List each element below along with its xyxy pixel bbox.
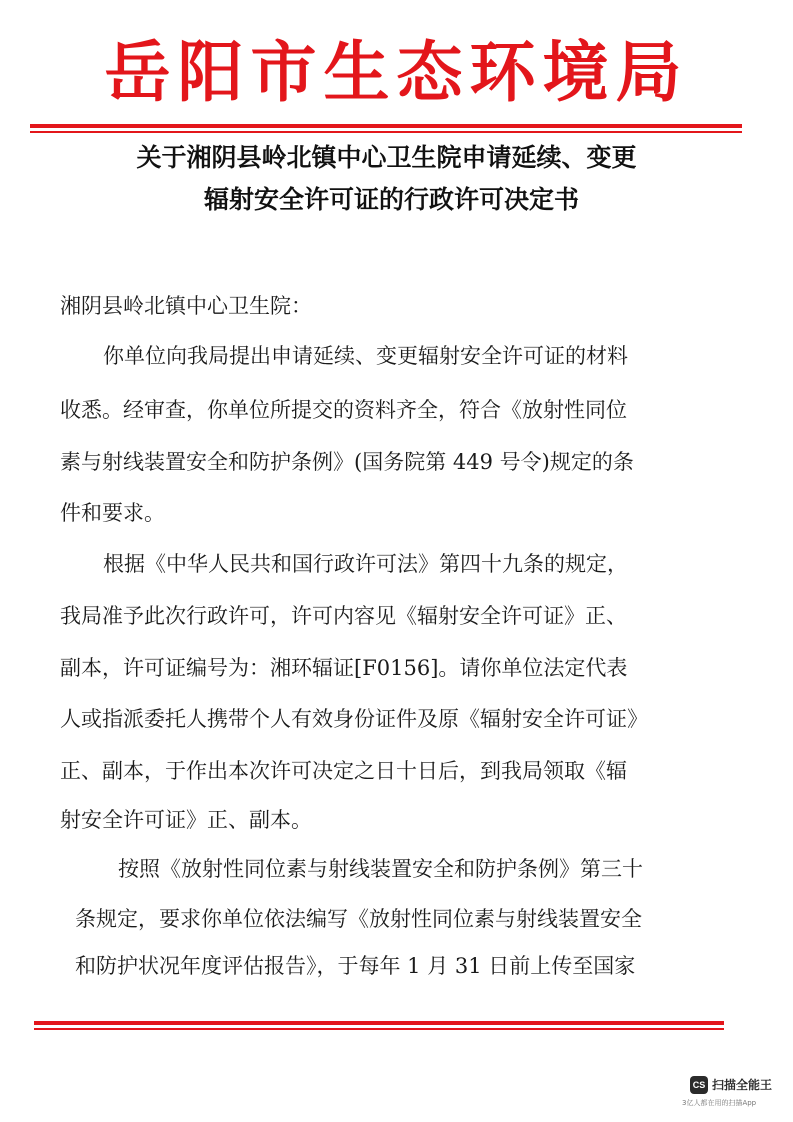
paragraph-1-line-2: 收悉。经审查，你单位所提交的资料齐全，符合《放射性同位 xyxy=(60,398,627,422)
header-rule-thick xyxy=(30,124,742,128)
paragraph-2-line-4: 人或指派委托人携带个人有效身份证件及原《辐射安全许可证》 xyxy=(60,707,648,731)
footer-rule-thin xyxy=(34,1028,724,1030)
document-title-line-1: 关于湘阴县岭北镇中心卫生院申请延续、变更 xyxy=(136,143,637,172)
paragraph-2-line-2: 我局准予此次行政许可，许可内容见《辐射安全许可证》正、 xyxy=(60,604,627,628)
paragraph-2-line-5: 正、副本，于作出本次许可决定之日十日后，到我局领取《辐 xyxy=(60,759,627,783)
salutation: 湘阴县岭北镇中心卫生院： xyxy=(60,294,312,318)
paragraph-1-line-3: 素与射线装置安全和防护条例》(国务院第 449 号令)规定的条 xyxy=(60,450,634,474)
paragraph-1-line-1: 你单位向我局提出申请延续、变更辐射安全许可证的材料 xyxy=(103,344,628,368)
paragraph-3-line-2: 条规定，要求你单位依法编写《放射性同位素与射线装置安全 xyxy=(75,907,642,931)
scanner-tagline: 3亿人都在用的扫描App xyxy=(682,1099,757,1107)
paragraph-2-line-3: 副本，许可证编号为：湘环辐证[F0156]。请你单位法定代表 xyxy=(60,656,628,680)
paragraph-2-line-1: 根据《中华人民共和国行政许可法》第四十九条的规定， xyxy=(103,552,628,576)
agency-header: 岳阳市生态环境局 xyxy=(104,34,689,111)
paragraph-3-line-1: 按照《放射性同位素与射线装置安全和防护条例》第三十 xyxy=(118,857,643,881)
paragraph-3-line-3: 和防护状况年度评估报告》，于每年 1 月 31 日前上传至国家 xyxy=(75,954,636,978)
paragraph-2-line-6: 射安全许可证》正、副本。 xyxy=(60,808,312,832)
camscanner-logo-icon: CS xyxy=(690,1076,708,1094)
paragraph-1-line-4: 件和要求。 xyxy=(60,501,165,525)
scanner-app-name: 扫描全能王 xyxy=(712,1078,773,1092)
scanner-watermark xyxy=(682,1076,790,1116)
header-rule-thin xyxy=(30,131,742,133)
document-title-line-2: 辐射安全许可证的行政许可决定书 xyxy=(203,185,579,214)
footer-rule-thick xyxy=(34,1021,724,1025)
